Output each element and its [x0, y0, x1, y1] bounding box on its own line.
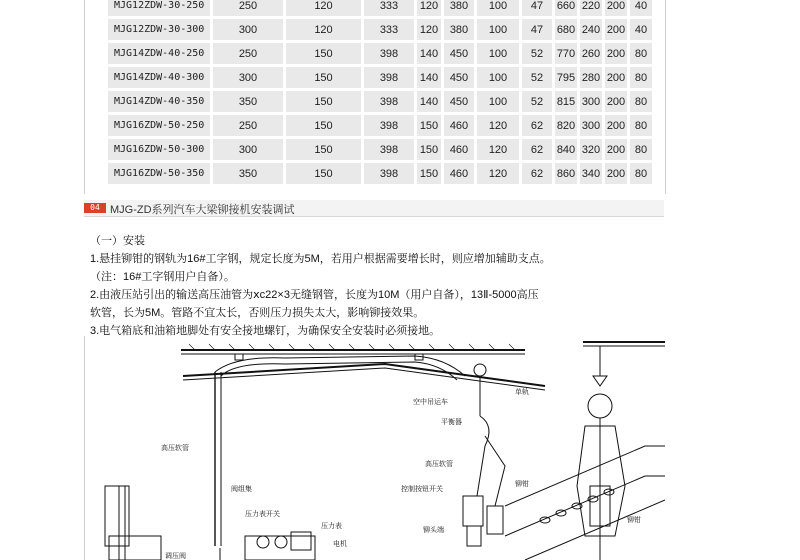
- table-cell: 62: [522, 115, 552, 136]
- table-cell: 450: [444, 67, 474, 88]
- table-cell: 120: [477, 139, 519, 160]
- table-cell: 150: [417, 163, 441, 184]
- table-cell: 795: [555, 67, 577, 88]
- table-cell: 120: [477, 115, 519, 136]
- table-cell: 260: [580, 43, 602, 64]
- install-line: 1.悬挂铆钳的钢轨为16#工字钢，规定长度为5M，若用户根据需要增长时，则应增加辅助支点。: [90, 253, 551, 265]
- table-cell: 350: [213, 163, 283, 184]
- install-line: 3.电气箱底和油箱地脚处有安全接地螺钉，为确保安全安装时必须接地。: [90, 325, 441, 337]
- table-cell: 460: [444, 139, 474, 160]
- table-cell: 100: [477, 43, 519, 64]
- table-cell: 200: [605, 67, 627, 88]
- table-cell: 380: [444, 19, 474, 40]
- table-cell: 150: [286, 115, 361, 136]
- table-cell: 80: [630, 43, 652, 64]
- installation-diagram-svg: [85, 336, 665, 560]
- table-cell: 300: [213, 139, 283, 160]
- table-cell: 120: [286, 0, 361, 16]
- table-row: [108, 163, 652, 184]
- section-header: [84, 200, 664, 217]
- diagram-label: 单轨: [515, 388, 529, 396]
- table-cell: 200: [605, 0, 627, 16]
- table-cell: 200: [605, 115, 627, 136]
- install-instructions: [90, 232, 660, 340]
- table-cell: 140: [417, 43, 441, 64]
- install-line: 软管，长为5M。管路不宜太长，否则压力损失太大，影响铆接效果。: [90, 307, 425, 319]
- model-cell: MJG14ZDW-40-350: [108, 91, 210, 112]
- table-cell: 200: [605, 163, 627, 184]
- table-cell: 398: [364, 91, 414, 112]
- table-cell: 200: [605, 139, 627, 160]
- table-cell: 398: [364, 43, 414, 64]
- model-cell: MJG16ZDW-50-350: [108, 163, 210, 184]
- table-cell: 150: [286, 139, 361, 160]
- table-cell: 320: [580, 139, 602, 160]
- table-cell: 150: [286, 163, 361, 184]
- diagram-label: 压力表开关: [245, 510, 280, 518]
- table-cell: 250: [213, 43, 283, 64]
- table-cell: 340: [580, 163, 602, 184]
- spec-table: [105, 0, 655, 187]
- installation-diagram: [84, 336, 665, 560]
- diagram-label: 铆钳: [515, 480, 529, 488]
- table-cell: 398: [364, 115, 414, 136]
- table-cell: 815: [555, 91, 577, 112]
- table-cell: 120: [417, 19, 441, 40]
- model-cell: MJG14ZDW-40-250: [108, 43, 210, 64]
- table-cell: 80: [630, 115, 652, 136]
- table-cell: 150: [417, 139, 441, 160]
- table-cell: 150: [286, 43, 361, 64]
- table-cell: 770: [555, 43, 577, 64]
- table-cell: 100: [477, 19, 519, 40]
- spec-table-panel: [84, 0, 666, 194]
- table-cell: 660: [555, 0, 577, 16]
- table-cell: 62: [522, 163, 552, 184]
- install-line: 2.由液压站引出的输送高压油管为ⅹc22×3无缝钢管，长度为10M（用户自备），13Ⅱ-5000高压: [90, 289, 539, 301]
- table-cell: 240: [580, 19, 602, 40]
- table-cell: 80: [630, 67, 652, 88]
- diagram-label: 铆头端: [423, 526, 444, 534]
- model-cell: MJG14ZDW-40-300: [108, 67, 210, 88]
- table-cell: 250: [213, 115, 283, 136]
- table-row: [108, 139, 652, 160]
- table-cell: 120: [477, 163, 519, 184]
- table-row: [108, 67, 652, 88]
- table-cell: 80: [630, 91, 652, 112]
- table-cell: 120: [286, 19, 361, 40]
- table-cell: 333: [364, 19, 414, 40]
- table-cell: 47: [522, 19, 552, 40]
- diagram-label: 控制按钮开关: [401, 485, 443, 493]
- table-cell: 200: [605, 91, 627, 112]
- table-cell: 398: [364, 139, 414, 160]
- table-cell: 450: [444, 91, 474, 112]
- table-cell: 350: [213, 91, 283, 112]
- model-cell: MJG16ZDW-50-300: [108, 139, 210, 160]
- install-heading: （一）安装: [90, 235, 145, 247]
- table-cell: 300: [580, 91, 602, 112]
- table-cell: 450: [444, 43, 474, 64]
- table-cell: 40: [630, 19, 652, 40]
- table-cell: 140: [417, 91, 441, 112]
- table-cell: 140: [417, 67, 441, 88]
- table-cell: 47: [522, 0, 552, 16]
- diagram-label: 空中吊运车: [413, 398, 448, 406]
- table-cell: 380: [444, 0, 474, 16]
- section-number-badge: 04: [84, 203, 106, 213]
- table-cell: 860: [555, 163, 577, 184]
- table-cell: 840: [555, 139, 577, 160]
- table-cell: 460: [444, 115, 474, 136]
- table-cell: 200: [605, 43, 627, 64]
- diagram-label: 调压阀: [165, 552, 186, 560]
- table-cell: 250: [213, 0, 283, 16]
- table-cell: 52: [522, 91, 552, 112]
- table-cell: 52: [522, 43, 552, 64]
- table-cell: 100: [477, 67, 519, 88]
- table-row: [108, 115, 652, 136]
- table-cell: 62: [522, 139, 552, 160]
- table-cell: 150: [286, 91, 361, 112]
- table-row: [108, 0, 652, 16]
- table-row: [108, 43, 652, 64]
- table-cell: 150: [417, 115, 441, 136]
- diagram-label: 铆钳: [627, 516, 641, 524]
- table-cell: 40: [630, 0, 652, 16]
- table-cell: 120: [417, 0, 441, 16]
- table-cell: 80: [630, 163, 652, 184]
- table-cell: 150: [286, 67, 361, 88]
- table-cell: 820: [555, 115, 577, 136]
- table-row: [108, 91, 652, 112]
- diagram-label: 平衡器: [441, 418, 462, 426]
- diagram-label: 高压软管: [161, 444, 189, 452]
- table-cell: 300: [580, 115, 602, 136]
- table-cell: 200: [605, 19, 627, 40]
- table-cell: 100: [477, 91, 519, 112]
- diagram-label: 阀组集: [231, 485, 252, 493]
- table-cell: 300: [213, 19, 283, 40]
- table-cell: 100: [477, 0, 519, 16]
- table-cell: 680: [555, 19, 577, 40]
- model-cell: MJG12ZDW-30-300: [108, 19, 210, 40]
- diagram-label: 压力表: [321, 522, 342, 530]
- model-cell: MJG16ZDW-50-250: [108, 115, 210, 136]
- table-cell: 398: [364, 67, 414, 88]
- table-cell: 398: [364, 163, 414, 184]
- table-row: [108, 19, 652, 40]
- install-line: （注：16#工字钢用户自备）。: [90, 271, 235, 283]
- table-cell: 460: [444, 163, 474, 184]
- section-title: MJG-ZD系列汽车大梁铆接机安装调试: [110, 204, 295, 216]
- table-cell: 220: [580, 0, 602, 16]
- table-cell: 52: [522, 67, 552, 88]
- table-cell: 333: [364, 0, 414, 16]
- table-cell: 80: [630, 139, 652, 160]
- table-cell: 300: [213, 67, 283, 88]
- table-cell: 280: [580, 67, 602, 88]
- diagram-label: 电机: [333, 540, 347, 548]
- model-cell: MJG12ZDW-30-250: [108, 0, 210, 16]
- document-content: [84, 0, 664, 560]
- diagram-label: 高压软管: [425, 460, 453, 468]
